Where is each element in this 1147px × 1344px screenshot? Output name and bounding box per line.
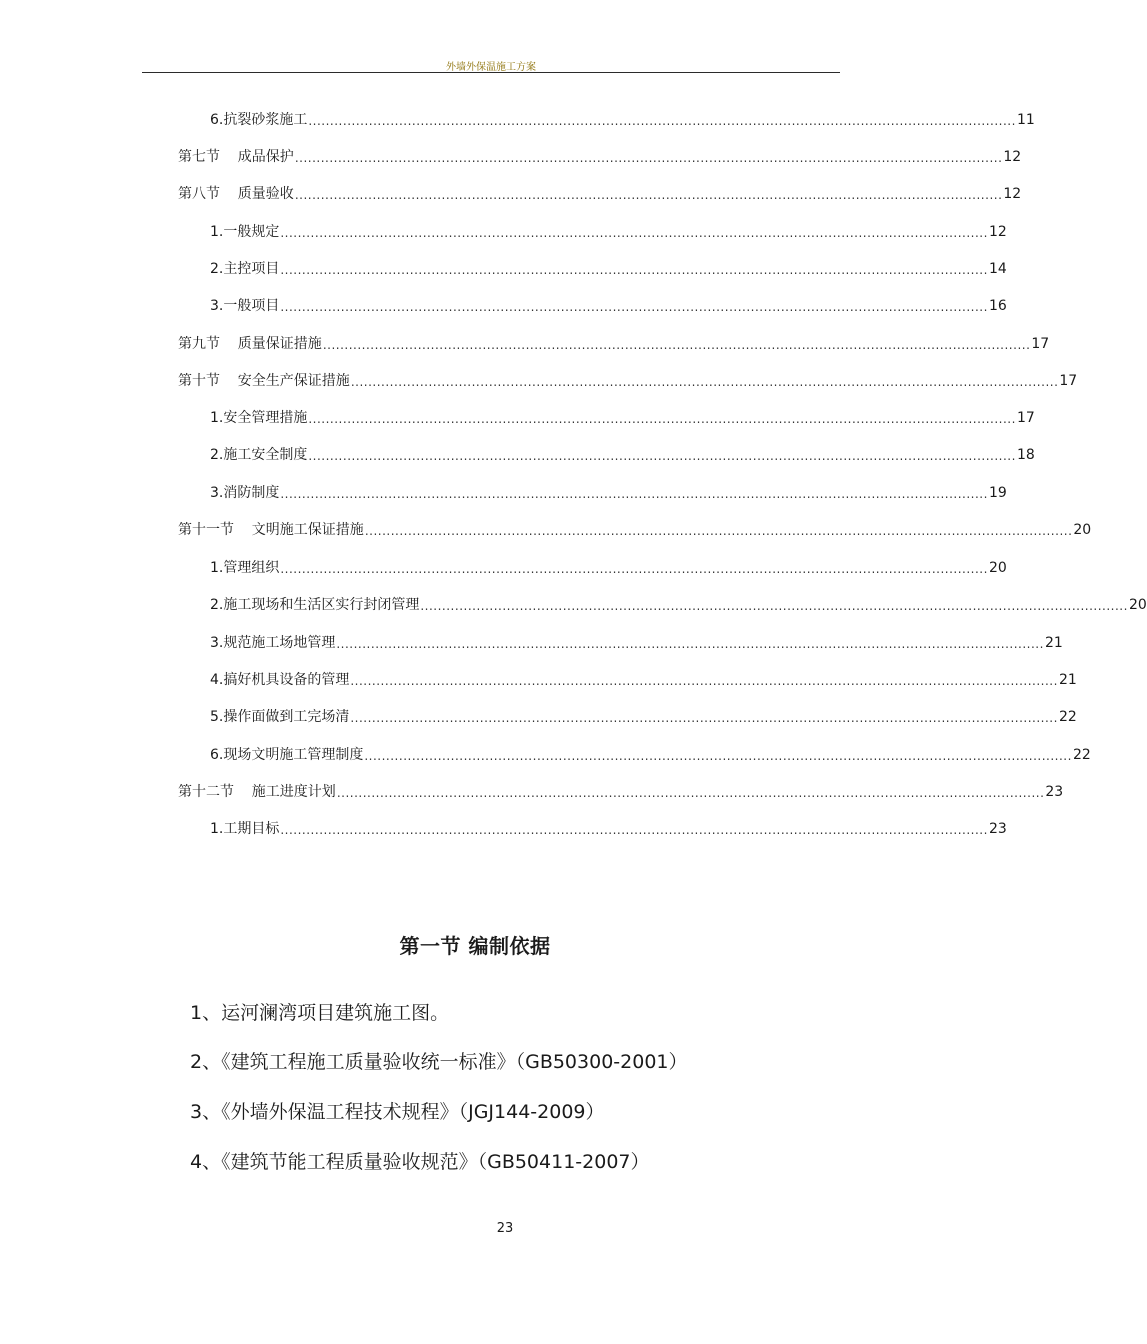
toc-entry-title: 5.操作面做到工完场清 (210, 709, 350, 725)
toc-entry-title: 2.主控项目 (210, 261, 280, 277)
toc-entry-title: 第八节 质量验收 (178, 186, 294, 202)
toc-entry[interactable] (210, 405, 1035, 427)
toc-leader-dots: .................................................................................................................................................................... (280, 823, 988, 837)
toc-leader-dots: .................................................................................................................................................................... (280, 226, 988, 240)
toc-entry-page: 17 (1016, 410, 1035, 426)
toc-entry-page: 12 (1003, 149, 1022, 165)
toc-entry-page: 21 (1044, 635, 1063, 651)
toc-leader-dots: .................................................................................................................................................................... (294, 188, 1003, 202)
toc-entry-title: 2.施工安全制度 (210, 447, 308, 463)
toc-leader-dots: .................................................................................................................................................................... (420, 599, 1128, 613)
toc-leader-dots: .................................................................................................................................................................... (308, 114, 1016, 128)
toc-leader-dots: .................................................................................................................................................................... (350, 674, 1058, 688)
toc-entry-title: 第十节 安全生产保证措施 (178, 373, 350, 389)
toc-entry[interactable] (178, 144, 1022, 166)
basis-list-item: 1、运河澜湾项目建筑施工图。 (190, 1002, 450, 1024)
toc-entry-page: 17 (1031, 336, 1050, 352)
toc-entry[interactable] (210, 555, 1007, 577)
toc-entry-page: 20 (1128, 597, 1147, 613)
toc-entry-title: 1.工期目标 (210, 821, 280, 837)
toc-entry-page: 20 (1073, 522, 1092, 538)
toc-entry-page: 12 (1003, 186, 1022, 202)
toc-leader-dots: .................................................................................................................................................................... (308, 412, 1016, 426)
toc-entry-title: 1.安全管理措施 (210, 410, 308, 426)
toc-entry[interactable] (210, 107, 1035, 129)
page-number: 23 (496, 1221, 514, 1236)
toc-leader-dots: .................................................................................................................................................................... (322, 338, 1031, 352)
toc-leader-dots: .................................................................................................................................................................... (280, 562, 988, 576)
toc-entry-title: 3.一般项目 (210, 298, 280, 314)
toc-entry-page: 21 (1058, 672, 1077, 688)
toc-entry-page: 19 (988, 485, 1007, 501)
toc-entry-title: 第十二节 施工进度计划 (178, 784, 336, 800)
toc-leader-dots: .................................................................................................................................................................... (364, 524, 1073, 538)
toc-entry-page: 23 (988, 821, 1007, 837)
toc-entry[interactable] (178, 779, 1064, 801)
toc-leader-dots: .................................................................................................................................................................... (336, 637, 1044, 651)
toc-leader-dots: .................................................................................................................................................................... (294, 151, 1003, 165)
toc-entry[interactable] (210, 742, 1091, 764)
toc-leader-dots: .................................................................................................................................................................... (350, 375, 1059, 389)
toc-entry-title: 第九节 质量保证措施 (178, 336, 322, 352)
toc-entry-title: 3.消防制度 (210, 485, 280, 501)
toc-entry[interactable] (178, 181, 1022, 203)
toc-entry[interactable] (210, 219, 1007, 241)
toc-leader-dots: .................................................................................................................................................................... (364, 749, 1072, 763)
toc-entry[interactable] (210, 667, 1077, 689)
basis-list-item: 2、《建筑工程施工质量验收统一标准》（GB50300-2001） (190, 1051, 688, 1073)
toc-leader-dots: .................................................................................................................................................................... (280, 487, 988, 501)
header-rule (142, 72, 840, 73)
section-heading: 第一节 编制依据 (399, 934, 551, 958)
toc-entry-page: 22 (1058, 709, 1077, 725)
toc-entry[interactable] (210, 630, 1063, 652)
toc-entry-title: 4.搞好机具设备的管理 (210, 672, 350, 688)
toc-entry-title: 1.一般规定 (210, 224, 280, 240)
toc-entry-page: 14 (988, 261, 1007, 277)
toc-entry[interactable] (210, 704, 1077, 726)
toc-entry[interactable] (178, 368, 1078, 390)
toc-entry-title: 6.抗裂砂浆施工 (210, 112, 308, 128)
basis-list-item: 4、《建筑节能工程质量验收规范》（GB50411-2007） (190, 1151, 650, 1173)
toc-entry-page: 17 (1059, 373, 1078, 389)
toc-entry[interactable] (178, 517, 1092, 539)
toc-entry[interactable] (210, 480, 1007, 502)
toc-entry-title: 第十一节 文明施工保证措施 (178, 522, 364, 538)
toc-entry[interactable] (210, 442, 1035, 464)
toc-entry-page: 18 (1016, 447, 1035, 463)
toc-entry-page: 16 (988, 298, 1007, 314)
toc-entry-page: 23 (1045, 784, 1064, 800)
toc-entry[interactable] (210, 293, 1007, 315)
basis-list-item: 3、《外墙外保温工程技术规程》（JGJ144-2009） (190, 1101, 605, 1123)
toc-leader-dots: .................................................................................................................................................................... (350, 711, 1058, 725)
toc-entry[interactable] (210, 816, 1007, 838)
toc-entry[interactable] (210, 592, 1147, 614)
toc-entry-title: 1.管理组织 (210, 560, 280, 576)
running-header: 外墙外保温施工方案 (446, 62, 536, 73)
toc-leader-dots: .................................................................................................................................................................... (280, 300, 988, 314)
toc-leader-dots: .................................................................................................................................................................... (280, 263, 988, 277)
toc-entry[interactable] (210, 256, 1007, 278)
toc-entry-page: 11 (1016, 112, 1035, 128)
toc-entry-title: 6.现场文明施工管理制度 (210, 747, 364, 763)
toc-leader-dots: .................................................................................................................................................................... (336, 786, 1045, 800)
toc-entry[interactable] (178, 331, 1050, 353)
toc-leader-dots: .................................................................................................................................................................... (308, 449, 1016, 463)
toc-entry-title: 第七节 成品保护 (178, 149, 294, 165)
toc-entry-title: 3.规范施工场地管理 (210, 635, 336, 651)
toc-entry-page: 20 (988, 560, 1007, 576)
toc-entry-title: 2.施工现场和生活区实行封闭管理 (210, 597, 420, 613)
toc-entry-page: 12 (988, 224, 1007, 240)
toc-entry-page: 22 (1072, 747, 1091, 763)
